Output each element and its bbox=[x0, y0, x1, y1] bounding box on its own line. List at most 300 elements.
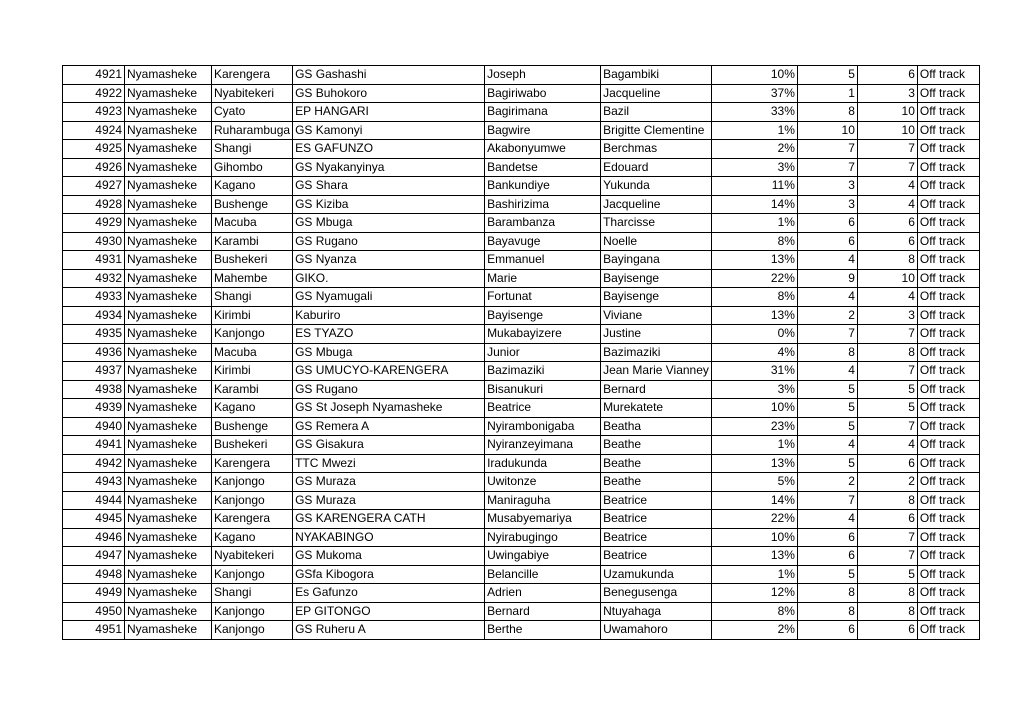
score-a-cell: 6 bbox=[797, 528, 857, 547]
name-1-cell: Adrien bbox=[485, 584, 601, 603]
name-2-cell: Jean Marie Vianney bbox=[601, 362, 712, 381]
percent-cell: 13% bbox=[711, 547, 797, 566]
row-id-cell: 4941 bbox=[63, 436, 125, 455]
district-cell: Nyamasheke bbox=[125, 565, 212, 584]
name-2-cell: Beatrice bbox=[601, 547, 712, 566]
name-2-cell: Edouard bbox=[601, 158, 712, 177]
table-row bbox=[63, 214, 980, 233]
name-1-cell: Nyirabugingo bbox=[485, 528, 601, 547]
row-id-cell: 4946 bbox=[63, 528, 125, 547]
name-2-cell: Uzamukunda bbox=[601, 565, 712, 584]
status-cell: Off track bbox=[917, 565, 979, 584]
percent-cell: 14% bbox=[711, 491, 797, 510]
percent-cell: 1% bbox=[711, 214, 797, 233]
district-cell: Nyamasheke bbox=[125, 343, 212, 362]
district-cell: Nyamasheke bbox=[125, 121, 212, 140]
score-b-cell: 10 bbox=[857, 103, 917, 122]
status-cell: Off track bbox=[917, 510, 979, 529]
row-id-cell: 4925 bbox=[63, 140, 125, 159]
score-b-cell: 5 bbox=[857, 380, 917, 399]
school-cell: ES TYAZO bbox=[293, 325, 485, 344]
district-cell: Nyamasheke bbox=[125, 362, 212, 381]
row-id-cell: 4933 bbox=[63, 288, 125, 307]
name-2-cell: Tharcisse bbox=[601, 214, 712, 233]
name-1-cell: Musabyemariya bbox=[485, 510, 601, 529]
district-cell: Nyamasheke bbox=[125, 584, 212, 603]
status-cell: Off track bbox=[917, 177, 979, 196]
score-a-cell: 3 bbox=[797, 195, 857, 214]
sector-cell: Kirimbi bbox=[212, 306, 293, 325]
school-cell: GS St Joseph Nyamasheke bbox=[293, 399, 485, 418]
score-a-cell: 8 bbox=[797, 584, 857, 603]
name-2-cell: Beathe bbox=[601, 454, 712, 473]
table-row bbox=[63, 177, 980, 196]
name-2-cell: Bazil bbox=[601, 103, 712, 122]
table-row bbox=[63, 325, 980, 344]
sector-cell: Kagano bbox=[212, 177, 293, 196]
school-cell: GS Mukoma bbox=[293, 547, 485, 566]
score-b-cell: 6 bbox=[857, 510, 917, 529]
score-b-cell: 3 bbox=[857, 84, 917, 103]
status-cell: Off track bbox=[917, 140, 979, 159]
score-a-cell: 2 bbox=[797, 473, 857, 492]
sector-cell: Kanjongo bbox=[212, 491, 293, 510]
score-b-cell: 4 bbox=[857, 177, 917, 196]
district-cell: Nyamasheke bbox=[125, 103, 212, 122]
score-a-cell: 1 bbox=[797, 84, 857, 103]
percent-cell: 0% bbox=[711, 325, 797, 344]
table-body bbox=[63, 66, 980, 640]
school-cell: GS Remera A bbox=[293, 417, 485, 436]
table-row bbox=[63, 417, 980, 436]
sector-cell: Kagano bbox=[212, 528, 293, 547]
percent-cell: 13% bbox=[711, 251, 797, 270]
table-row bbox=[63, 306, 980, 325]
sector-cell: Kanjongo bbox=[212, 621, 293, 640]
score-b-cell: 7 bbox=[857, 528, 917, 547]
district-cell: Nyamasheke bbox=[125, 621, 212, 640]
name-1-cell: Iradukunda bbox=[485, 454, 601, 473]
table-row bbox=[63, 491, 980, 510]
score-b-cell: 7 bbox=[857, 417, 917, 436]
row-id-cell: 4921 bbox=[63, 66, 125, 85]
table-row bbox=[63, 195, 980, 214]
status-cell: Off track bbox=[917, 380, 979, 399]
district-cell: Nyamasheke bbox=[125, 288, 212, 307]
district-cell: Nyamasheke bbox=[125, 232, 212, 251]
row-id-cell: 4944 bbox=[63, 491, 125, 510]
sector-cell: Shangi bbox=[212, 584, 293, 603]
name-2-cell: Beatha bbox=[601, 417, 712, 436]
score-b-cell: 6 bbox=[857, 232, 917, 251]
row-id-cell: 4927 bbox=[63, 177, 125, 196]
name-2-cell: Beathe bbox=[601, 436, 712, 455]
percent-cell: 22% bbox=[711, 269, 797, 288]
data-table bbox=[62, 65, 980, 640]
row-id-cell: 4948 bbox=[63, 565, 125, 584]
percent-cell: 33% bbox=[711, 103, 797, 122]
score-a-cell: 8 bbox=[797, 343, 857, 362]
school-cell: GS Nyamugali bbox=[293, 288, 485, 307]
sector-cell: Bushekeri bbox=[212, 251, 293, 270]
status-cell: Off track bbox=[917, 306, 979, 325]
status-cell: Off track bbox=[917, 325, 979, 344]
score-a-cell: 6 bbox=[797, 232, 857, 251]
table-row bbox=[63, 121, 980, 140]
score-a-cell: 7 bbox=[797, 491, 857, 510]
status-cell: Off track bbox=[917, 417, 979, 436]
status-cell: Off track bbox=[917, 454, 979, 473]
percent-cell: 2% bbox=[711, 621, 797, 640]
name-1-cell: Fortunat bbox=[485, 288, 601, 307]
name-2-cell: Ntuyahaga bbox=[601, 602, 712, 621]
school-cell: GS Mbuga bbox=[293, 343, 485, 362]
name-1-cell: Akabonyumwe bbox=[485, 140, 601, 159]
score-a-cell: 5 bbox=[797, 565, 857, 584]
status-cell: Off track bbox=[917, 584, 979, 603]
score-b-cell: 8 bbox=[857, 584, 917, 603]
sector-cell: Kirimbi bbox=[212, 362, 293, 381]
table-row bbox=[63, 473, 980, 492]
row-id-cell: 4942 bbox=[63, 454, 125, 473]
district-cell: Nyamasheke bbox=[125, 325, 212, 344]
status-cell: Off track bbox=[917, 251, 979, 270]
district-cell: Nyamasheke bbox=[125, 399, 212, 418]
name-1-cell: Nyiranzeyimana bbox=[485, 436, 601, 455]
table-row bbox=[63, 380, 980, 399]
status-cell: Off track bbox=[917, 602, 979, 621]
score-b-cell: 8 bbox=[857, 602, 917, 621]
score-a-cell: 4 bbox=[797, 436, 857, 455]
school-cell: GS Rugano bbox=[293, 232, 485, 251]
table-row bbox=[63, 288, 980, 307]
name-2-cell: Beatrice bbox=[601, 510, 712, 529]
percent-cell: 1% bbox=[711, 436, 797, 455]
percent-cell: 10% bbox=[711, 528, 797, 547]
name-1-cell: Barambanza bbox=[485, 214, 601, 233]
name-2-cell: Brigitte Clementine bbox=[601, 121, 712, 140]
sector-cell: Nyabitekeri bbox=[212, 84, 293, 103]
name-1-cell: Mukabayizere bbox=[485, 325, 601, 344]
school-cell: GS Rugano bbox=[293, 380, 485, 399]
row-id-cell: 4939 bbox=[63, 399, 125, 418]
name-2-cell: Bayisenge bbox=[601, 269, 712, 288]
sector-cell: Bushenge bbox=[212, 195, 293, 214]
score-a-cell: 9 bbox=[797, 269, 857, 288]
row-id-cell: 4931 bbox=[63, 251, 125, 270]
name-1-cell: Bayavuge bbox=[485, 232, 601, 251]
district-cell: Nyamasheke bbox=[125, 269, 212, 288]
name-1-cell: Maniraguha bbox=[485, 491, 601, 510]
name-2-cell: Benegusenga bbox=[601, 584, 712, 603]
percent-cell: 3% bbox=[711, 380, 797, 399]
percent-cell: 5% bbox=[711, 473, 797, 492]
score-a-cell: 5 bbox=[797, 399, 857, 418]
name-1-cell: Junior bbox=[485, 343, 601, 362]
name-2-cell: Justine bbox=[601, 325, 712, 344]
score-b-cell: 7 bbox=[857, 362, 917, 381]
status-cell: Off track bbox=[917, 195, 979, 214]
table-row bbox=[63, 343, 980, 362]
sector-cell: Bushekeri bbox=[212, 436, 293, 455]
score-a-cell: 6 bbox=[797, 547, 857, 566]
score-b-cell: 6 bbox=[857, 214, 917, 233]
sector-cell: Mahembe bbox=[212, 269, 293, 288]
name-2-cell: Bazimaziki bbox=[601, 343, 712, 362]
table-row bbox=[63, 158, 980, 177]
sector-cell: Kanjongo bbox=[212, 325, 293, 344]
sector-cell: Kanjongo bbox=[212, 602, 293, 621]
percent-cell: 31% bbox=[711, 362, 797, 381]
name-2-cell: Bayisenge bbox=[601, 288, 712, 307]
status-cell: Off track bbox=[917, 269, 979, 288]
name-2-cell: Jacqueline bbox=[601, 84, 712, 103]
score-b-cell: 10 bbox=[857, 269, 917, 288]
district-cell: Nyamasheke bbox=[125, 177, 212, 196]
school-cell: GS Ruheru A bbox=[293, 621, 485, 640]
status-cell: Off track bbox=[917, 473, 979, 492]
district-cell: Nyamasheke bbox=[125, 510, 212, 529]
score-a-cell: 6 bbox=[797, 214, 857, 233]
school-cell: GS Mbuga bbox=[293, 214, 485, 233]
school-cell: GS UMUCYO-KARENGERA bbox=[293, 362, 485, 381]
school-cell: GS Shara bbox=[293, 177, 485, 196]
score-b-cell: 7 bbox=[857, 325, 917, 344]
score-a-cell: 7 bbox=[797, 140, 857, 159]
score-a-cell: 5 bbox=[797, 66, 857, 85]
row-id-cell: 4924 bbox=[63, 121, 125, 140]
percent-cell: 10% bbox=[711, 66, 797, 85]
name-1-cell: Joseph bbox=[485, 66, 601, 85]
school-cell: GS Buhokoro bbox=[293, 84, 485, 103]
row-id-cell: 4945 bbox=[63, 510, 125, 529]
school-cell: GS Muraza bbox=[293, 491, 485, 510]
sector-cell: Karengera bbox=[212, 510, 293, 529]
table-row bbox=[63, 454, 980, 473]
school-cell: Kaburiro bbox=[293, 306, 485, 325]
school-cell: TTC Mwezi bbox=[293, 454, 485, 473]
status-cell: Off track bbox=[917, 158, 979, 177]
percent-cell: 22% bbox=[711, 510, 797, 529]
sector-cell: Kanjongo bbox=[212, 473, 293, 492]
school-cell: GS Nyakanyinya bbox=[293, 158, 485, 177]
score-b-cell: 4 bbox=[857, 436, 917, 455]
district-cell: Nyamasheke bbox=[125, 602, 212, 621]
sector-cell: Shangi bbox=[212, 140, 293, 159]
score-a-cell: 10 bbox=[797, 121, 857, 140]
status-cell: Off track bbox=[917, 288, 979, 307]
sector-cell: Ruharambuga bbox=[212, 121, 293, 140]
name-2-cell: Beatrice bbox=[601, 491, 712, 510]
school-cell: GS Muraza bbox=[293, 473, 485, 492]
table-row bbox=[63, 103, 980, 122]
percent-cell: 13% bbox=[711, 306, 797, 325]
row-id-cell: 4930 bbox=[63, 232, 125, 251]
district-cell: Nyamasheke bbox=[125, 158, 212, 177]
table-row bbox=[63, 621, 980, 640]
school-cell: GS Kamonyi bbox=[293, 121, 485, 140]
score-a-cell: 5 bbox=[797, 454, 857, 473]
name-2-cell: Bayingana bbox=[601, 251, 712, 270]
school-cell: GS Nyanza bbox=[293, 251, 485, 270]
row-id-cell: 4929 bbox=[63, 214, 125, 233]
school-cell: EP HANGARI bbox=[293, 103, 485, 122]
school-cell: GS Gashashi bbox=[293, 66, 485, 85]
table-row bbox=[63, 399, 980, 418]
sector-cell: Macuba bbox=[212, 343, 293, 362]
score-b-cell: 5 bbox=[857, 399, 917, 418]
percent-cell: 12% bbox=[711, 584, 797, 603]
row-id-cell: 4923 bbox=[63, 103, 125, 122]
row-id-cell: 4947 bbox=[63, 547, 125, 566]
district-cell: Nyamasheke bbox=[125, 473, 212, 492]
school-cell: EP GITONGO bbox=[293, 602, 485, 621]
percent-cell: 3% bbox=[711, 158, 797, 177]
name-2-cell: Beathe bbox=[601, 473, 712, 492]
name-2-cell: Uwamahoro bbox=[601, 621, 712, 640]
table-row bbox=[63, 565, 980, 584]
district-cell: Nyamasheke bbox=[125, 140, 212, 159]
row-id-cell: 4936 bbox=[63, 343, 125, 362]
score-b-cell: 6 bbox=[857, 66, 917, 85]
table-row bbox=[63, 84, 980, 103]
school-cell: ES GAFUNZO bbox=[293, 140, 485, 159]
name-1-cell: Marie bbox=[485, 269, 601, 288]
score-a-cell: 6 bbox=[797, 621, 857, 640]
score-b-cell: 8 bbox=[857, 251, 917, 270]
sector-cell: Bushenge bbox=[212, 417, 293, 436]
name-1-cell: Berthe bbox=[485, 621, 601, 640]
name-1-cell: Bisanukuri bbox=[485, 380, 601, 399]
table-row bbox=[63, 269, 980, 288]
sector-cell: Kagano bbox=[212, 399, 293, 418]
score-b-cell: 7 bbox=[857, 158, 917, 177]
score-b-cell: 7 bbox=[857, 140, 917, 159]
status-cell: Off track bbox=[917, 547, 979, 566]
score-a-cell: 7 bbox=[797, 158, 857, 177]
district-cell: Nyamasheke bbox=[125, 195, 212, 214]
district-cell: Nyamasheke bbox=[125, 214, 212, 233]
name-1-cell: Bazimaziki bbox=[485, 362, 601, 381]
status-cell: Off track bbox=[917, 362, 979, 381]
table-row bbox=[63, 547, 980, 566]
row-id-cell: 4934 bbox=[63, 306, 125, 325]
name-2-cell: Yukunda bbox=[601, 177, 712, 196]
school-cell: GS Gisakura bbox=[293, 436, 485, 455]
name-2-cell: Berchmas bbox=[601, 140, 712, 159]
percent-cell: 2% bbox=[711, 140, 797, 159]
row-id-cell: 4949 bbox=[63, 584, 125, 603]
district-cell: Nyamasheke bbox=[125, 417, 212, 436]
status-cell: Off track bbox=[917, 214, 979, 233]
table-row bbox=[63, 602, 980, 621]
score-b-cell: 10 bbox=[857, 121, 917, 140]
status-cell: Off track bbox=[917, 84, 979, 103]
table-row bbox=[63, 436, 980, 455]
name-2-cell: Murekatete bbox=[601, 399, 712, 418]
sector-cell: Shangi bbox=[212, 288, 293, 307]
table-row bbox=[63, 66, 980, 85]
name-2-cell: Viviane bbox=[601, 306, 712, 325]
score-b-cell: 6 bbox=[857, 454, 917, 473]
row-id-cell: 4928 bbox=[63, 195, 125, 214]
table-row bbox=[63, 251, 980, 270]
district-cell: Nyamasheke bbox=[125, 66, 212, 85]
name-1-cell: Uwitonze bbox=[485, 473, 601, 492]
score-a-cell: 7 bbox=[797, 325, 857, 344]
name-2-cell: Bernard bbox=[601, 380, 712, 399]
sector-cell: Karengera bbox=[212, 66, 293, 85]
status-cell: Off track bbox=[917, 528, 979, 547]
table-row bbox=[63, 510, 980, 529]
sector-cell: Karambi bbox=[212, 232, 293, 251]
percent-cell: 13% bbox=[711, 454, 797, 473]
score-b-cell: 8 bbox=[857, 491, 917, 510]
name-2-cell: Bagambiki bbox=[601, 66, 712, 85]
name-1-cell: Nyirambonigaba bbox=[485, 417, 601, 436]
score-b-cell: 3 bbox=[857, 306, 917, 325]
percent-cell: 11% bbox=[711, 177, 797, 196]
district-cell: Nyamasheke bbox=[125, 491, 212, 510]
name-1-cell: Bernard bbox=[485, 602, 601, 621]
district-cell: Nyamasheke bbox=[125, 454, 212, 473]
percent-cell: 1% bbox=[711, 121, 797, 140]
score-b-cell: 4 bbox=[857, 195, 917, 214]
score-a-cell: 4 bbox=[797, 288, 857, 307]
row-id-cell: 4932 bbox=[63, 269, 125, 288]
row-id-cell: 4951 bbox=[63, 621, 125, 640]
district-cell: Nyamasheke bbox=[125, 436, 212, 455]
percent-cell: 14% bbox=[711, 195, 797, 214]
score-b-cell: 5 bbox=[857, 565, 917, 584]
percent-cell: 8% bbox=[711, 232, 797, 251]
percent-cell: 4% bbox=[711, 343, 797, 362]
row-id-cell: 4935 bbox=[63, 325, 125, 344]
score-a-cell: 8 bbox=[797, 602, 857, 621]
name-1-cell: Bayisenge bbox=[485, 306, 601, 325]
district-cell: Nyamasheke bbox=[125, 547, 212, 566]
sector-cell: Cyato bbox=[212, 103, 293, 122]
district-cell: Nyamasheke bbox=[125, 306, 212, 325]
sector-cell: Karambi bbox=[212, 380, 293, 399]
sector-cell: Macuba bbox=[212, 214, 293, 233]
row-id-cell: 4950 bbox=[63, 602, 125, 621]
status-cell: Off track bbox=[917, 399, 979, 418]
name-2-cell: Jacqueline bbox=[601, 195, 712, 214]
name-2-cell: Beatrice bbox=[601, 528, 712, 547]
name-1-cell: Emmanuel bbox=[485, 251, 601, 270]
name-1-cell: Belancille bbox=[485, 565, 601, 584]
district-cell: Nyamasheke bbox=[125, 528, 212, 547]
score-a-cell: 2 bbox=[797, 306, 857, 325]
school-cell: GS Kiziba bbox=[293, 195, 485, 214]
table-row bbox=[63, 528, 980, 547]
row-id-cell: 4922 bbox=[63, 84, 125, 103]
name-1-cell: Bankundiye bbox=[485, 177, 601, 196]
score-a-cell: 5 bbox=[797, 417, 857, 436]
score-a-cell: 5 bbox=[797, 380, 857, 399]
score-b-cell: 8 bbox=[857, 343, 917, 362]
status-cell: Off track bbox=[917, 436, 979, 455]
name-1-cell: Uwingabiye bbox=[485, 547, 601, 566]
table-row bbox=[63, 362, 980, 381]
district-cell: Nyamasheke bbox=[125, 84, 212, 103]
score-a-cell: 8 bbox=[797, 103, 857, 122]
name-1-cell: Bagwire bbox=[485, 121, 601, 140]
sector-cell: Kanjongo bbox=[212, 565, 293, 584]
school-cell: GSfa Kibogora bbox=[293, 565, 485, 584]
name-1-cell: Bagiriwabo bbox=[485, 84, 601, 103]
